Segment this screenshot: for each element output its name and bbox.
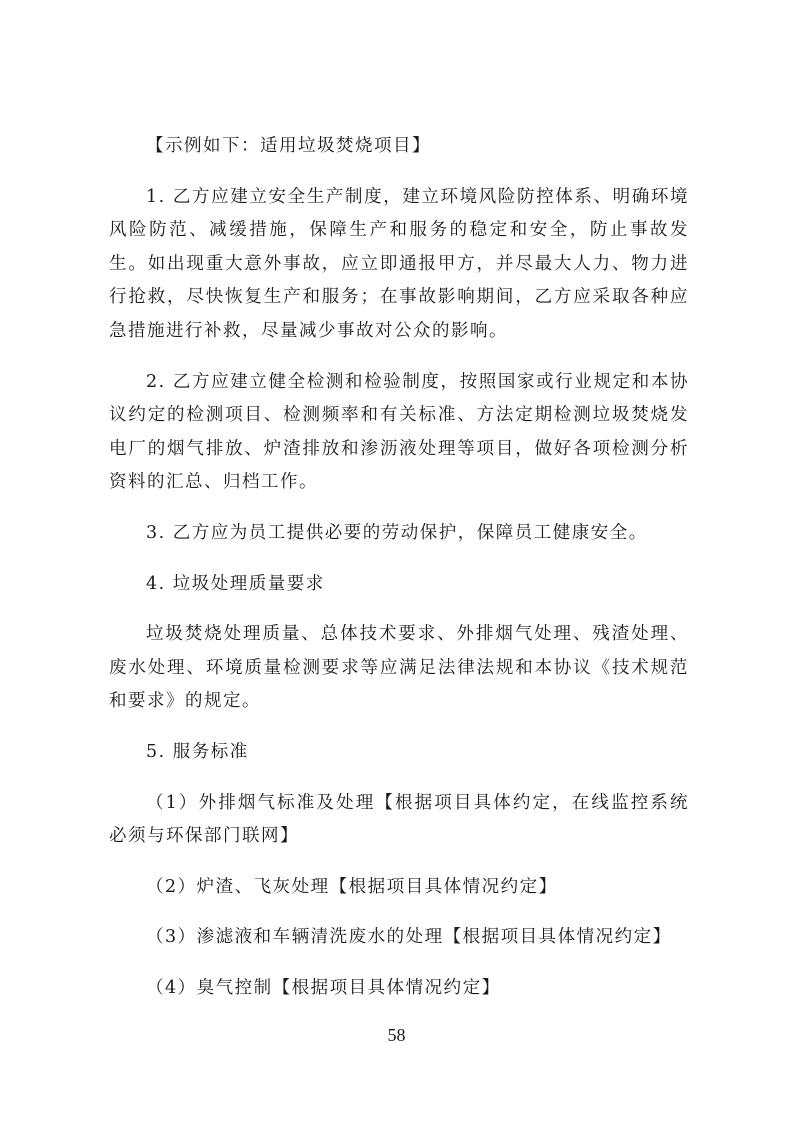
clause-4-body: 垃圾焚烧处理质量、总体技术要求、外排烟气处理、残渣处理、废水处理、环境质量检测要求等应满足法律法规和本协议《技术规范和要求》的规定。 (109, 624, 689, 712)
clause-5-heading: 5. 服务标准 (146, 741, 249, 762)
clause-4-heading: 4. 垃圾处理质量要求 (146, 573, 325, 594)
clause-2-inspection: 2. 乙方应建立健全检测和检验制度，按照国家或行业规定和本协议约定的检测项目、检测频率和有关标准、方法定期检测垃圾焚烧发电厂的烟气排放、炉渣排放和渗沥液处理等项目，做好各项检测分析资料的汇总、归档工作。 (109, 371, 689, 493)
clause-5-item-3: （3）渗滤液和车辆清洗废水的处理【根据项目具体情况约定】 (146, 927, 672, 948)
clause-5-item-1: （1）外排烟气标准及处理【根据项目具体约定，在线监控系统必须与环保部门联网】 (109, 792, 689, 847)
clause-3-labor-protection: 3. 乙方应为员工提供必要的劳动保护，保障员工健康安全。 (146, 522, 648, 543)
document-body (109, 130, 689, 1022)
clause-1-safety: 1. 乙方应建立安全生产制度，建立环境风险防控体系、明确环境风险防范、减缓措施，保障生产和服务的稳定和安全，防止事故发生。如出现重大意外事故，应立即通报甲方，并尽最大人力、物力进行抢救，尽快恢复生产和服务；在事故影响期间，乙方应采取各种应急措施进行补救，尽量减少事故对公众的影响。 (109, 186, 689, 341)
clause-5-item-4: （4）臭气控制【根据项目具体情况约定】 (146, 977, 501, 998)
clause-5-item-2: （2）炉渣、飞灰处理【根据项目具体情况约定】 (146, 876, 558, 897)
example-heading: 【示例如下：适用垃圾焚烧项目】 (146, 136, 431, 156)
page-number: 58 (387, 1025, 406, 1045)
